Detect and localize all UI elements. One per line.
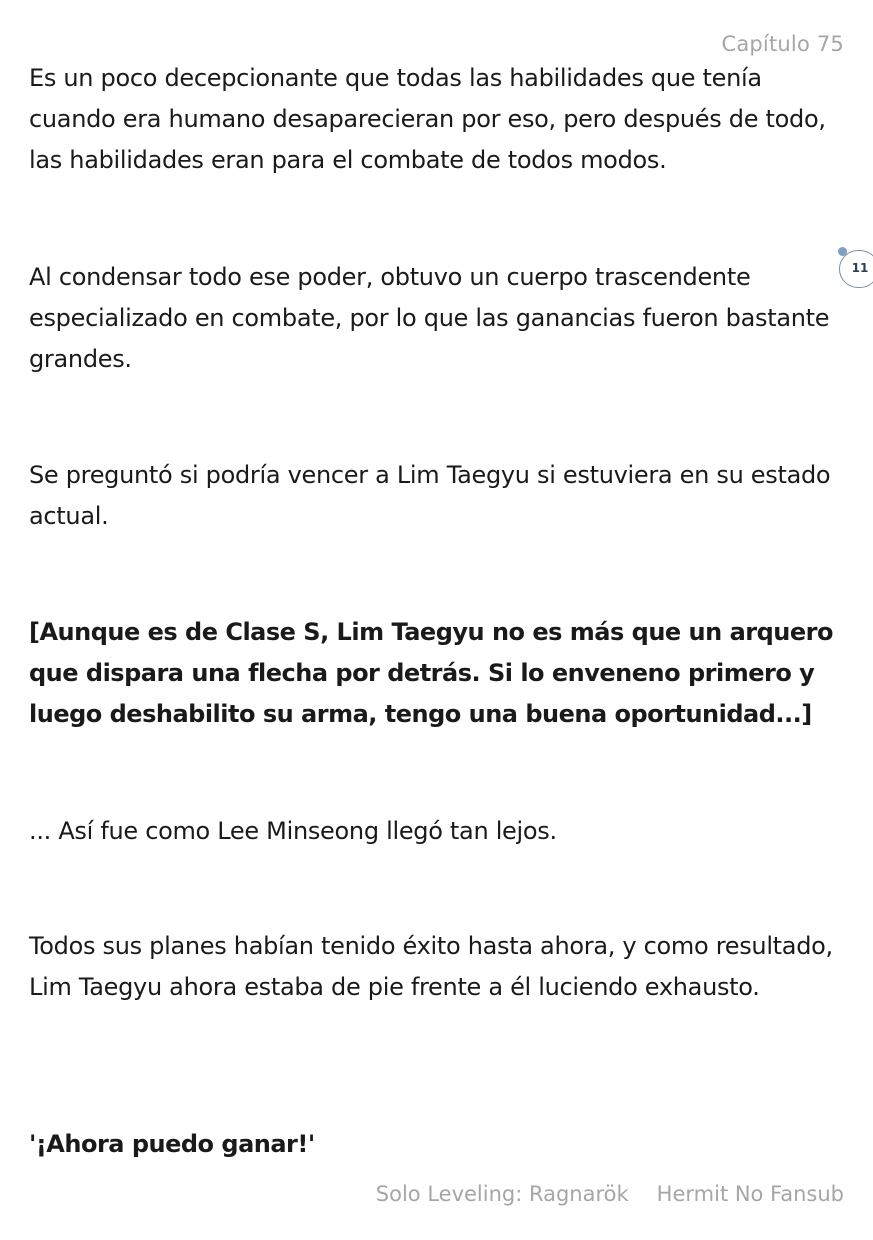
translator-credit: Hermit No Fansub	[656, 1182, 844, 1206]
paragraph-1: Es un poco decepcionante que todas las habilidades que tenía cuando era humano desaparecieran por eso, pero después de todo, las habilidades eran para el combate de todos modos.	[29, 64, 826, 174]
footer	[376, 1182, 844, 1206]
paragraph-2: Al condensar todo ese poder, obtuvo un cuerpo trascendente especializado en combate, por lo que las ganancias fueron bastante grandes.	[29, 263, 830, 373]
chapter-label: Capítulo 75	[721, 32, 844, 56]
paragraph-4: [Aunque es de Clase S, Lim Taegyu no es más que un arquero que dispara una flecha por detrás. Si lo enveneno primero y luego deshabilito su arma, tengo una buena oportunidad...]	[29, 618, 833, 728]
page-number: 11	[851, 261, 869, 275]
paragraph-6: Todos sus planes habían tenido éxito hasta ahora, y como resultado, Lim Taegyu ahora estaba de pie frente a él luciendo exhausto.	[29, 932, 833, 1001]
paragraph-3: Se preguntó si podría vencer a Lim Taegyu si estuviera en su estado actual.	[29, 461, 831, 530]
book-title: Solo Leveling: Ragnarök	[375, 1182, 629, 1206]
paragraph-5: ... Así fue como Lee Minseong llegó tan lejos.	[29, 817, 557, 845]
page-number-badge[interactable]	[839, 250, 873, 288]
paragraph-7: '¡Ahora puedo ganar!'	[29, 1130, 315, 1158]
bookmark-dot-icon	[838, 247, 847, 256]
